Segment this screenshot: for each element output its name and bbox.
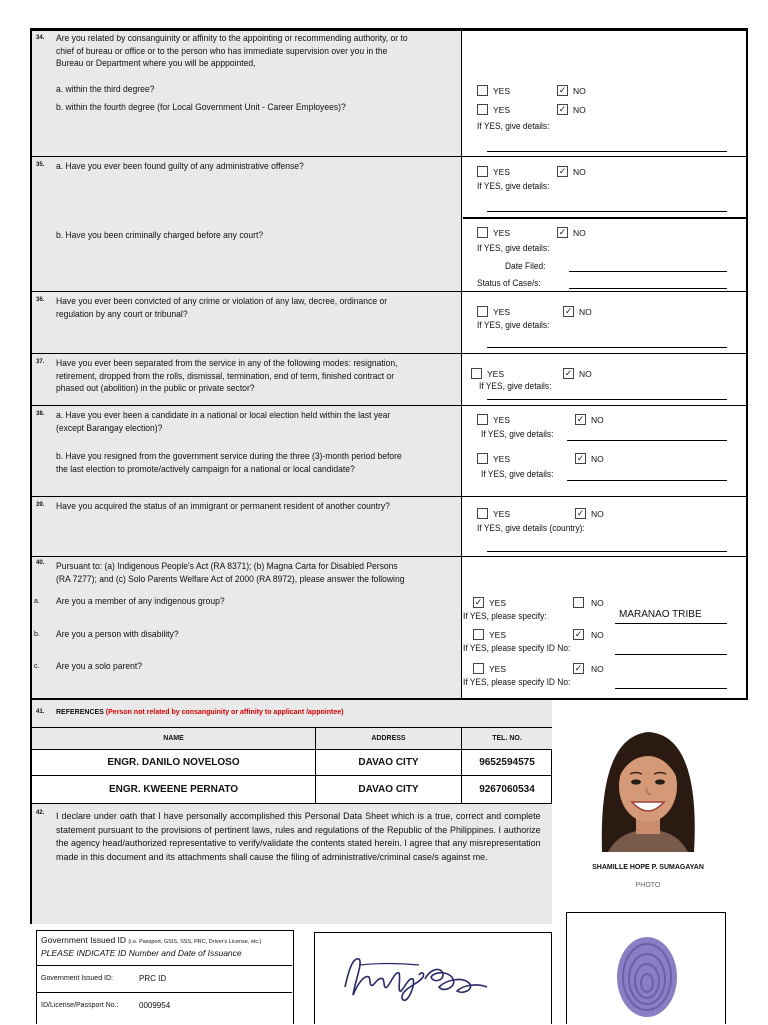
item-letter: a. [34,598,40,605]
yes-checkbox[interactable] [477,104,488,115]
reference-name[interactable]: ENGR. KWEENE PERNATO [32,776,316,803]
signature-box [314,932,552,1024]
references-note: (Person not related by consanguinity or affinity to applicant /appointee) [105,709,344,716]
question-40b-text: Are you a person with disability? [56,629,179,639]
question-number: 38. [36,411,45,417]
specify-label: If YES, please specify: [463,611,547,621]
question-number: 39. [36,502,45,508]
no-checkbox[interactable]: ✓ [574,629,583,639]
yes-checkbox[interactable] [477,453,488,464]
question-36-row [32,292,746,354]
yes-checkbox[interactable] [471,368,482,379]
no-checkbox[interactable]: ✓ [576,508,585,518]
no-label: NO [573,86,586,96]
question-number: 34. [36,35,45,41]
declaration-text: I declare under oath that I have personally accomplished this Personal Data Sheet which is a true, correct and complete statement pursuant to the provisions of pertinent laws, rules and regulations of the Republic of the Philippines. I authorize the agency head/authorized representative to verify/validate the contents stated herein. I agree that any misrepresentation made in this document and its attachments shall cause the filing of administrative/criminal case/s against me. [56,811,541,862]
yes-checkbox[interactable]: ✓ [474,597,483,607]
question-38-row [32,406,746,497]
no-label: NO [573,105,586,115]
reference-address[interactable]: DAVAO CITY [316,750,462,775]
column-header-name: NAME [32,728,316,749]
yes-checkbox[interactable] [477,227,488,238]
no-checkbox[interactable]: ✓ [576,453,585,463]
references-header [32,700,552,728]
questions-form [30,31,748,700]
no-checkbox[interactable]: ✓ [558,85,567,95]
government-id-label: Government Issued ID: [41,975,113,982]
references-title [56,709,343,716]
government-id-instruction: PLEASE INDICATE ID Number and Date of Issuance [41,948,242,958]
no-checkbox[interactable]: ✓ [558,104,567,114]
question-34-text: Are you related by consanguinity or affinity to the appointing or recommending authority, or to chief of bureau or office or to the person who has immediate supervision over you in the Bureau or Department where you will be apppointed, [56,33,408,69]
yes-checkbox[interactable] [473,629,484,640]
question-38b-text: b. Have you resigned from the government service during the three (3)-month period before the last election to promote/actively campaign for a national or local candidate? [56,451,402,474]
question-number: 37. [36,359,45,365]
yes-label: YES [489,598,507,608]
date-filed-line[interactable] [569,271,727,272]
details-label: If YES, give details: [479,381,552,391]
column-header-address: ADDRESS [316,728,462,749]
yes-label: YES [493,307,511,317]
yes-label: YES [493,454,511,464]
table-header-row [32,728,552,750]
applicant-photo [578,722,718,852]
question-number: 42. [36,810,45,816]
status-line[interactable] [569,288,727,289]
details-line[interactable] [567,440,727,441]
answer-36-cell [463,292,746,353]
question-35-cell [32,157,462,291]
reference-address[interactable]: DAVAO CITY [316,776,462,803]
question-35b-text: b. Have you been criminally charged before any court? [56,230,264,240]
no-label: NO [591,630,604,640]
no-checkbox[interactable]: ✓ [564,306,573,316]
no-checkbox[interactable]: ✓ [558,166,567,176]
no-label: NO [591,454,604,464]
details-label: If YES, give details: [481,469,554,479]
question-34-row [32,31,746,157]
details-label: If YES, give details: [477,121,550,131]
details-line[interactable] [567,480,727,481]
question-40-text: Pursuant to: (a) Indigenous People's Act (RA 8371); (b) Magna Carta for Disabled Persons (RA 7277); and (c) Solo Parents Welfare Act of 2000 (RA 8972), please answer the following [56,561,405,584]
no-label: NO [591,509,604,519]
yes-checkbox[interactable] [473,663,484,674]
specify-label: If YES, please specify ID No: [463,677,571,687]
specify-line[interactable] [615,654,727,655]
question-39-cell [32,497,462,556]
details-label: If YES, give details (country): [477,523,585,533]
no-checkbox[interactable]: ✓ [574,663,583,673]
no-label: NO [579,307,592,317]
yes-checkbox[interactable] [477,306,488,317]
indigenous-group-value: MARANAO TRIBE [619,609,702,620]
government-id-value[interactable]: PRC ID [139,974,167,983]
question-34b-text: b. within the fourth degree (for Local Government Unit - Career Employees)? [56,102,346,112]
status-label: Status of Case/s: [477,278,541,288]
answer-40-cell [463,557,746,698]
no-label: NO [573,228,586,238]
question-38-cell [32,406,462,496]
yes-checkbox[interactable] [477,85,488,96]
reference-tel[interactable]: 9267060534 [479,784,535,795]
yes-label: YES [493,415,511,425]
question-number: 41. [36,709,45,715]
signature-image [339,947,499,1007]
yes-checkbox[interactable] [477,414,488,425]
license-row [37,993,292,1025]
details-line[interactable] [487,151,727,152]
photo-caption: PHOTO [635,882,661,889]
no-label: NO [591,664,604,674]
no-checkbox[interactable]: ✓ [564,368,573,378]
yes-label: YES [489,630,507,640]
yes-label: YES [493,105,511,115]
yes-checkbox[interactable] [477,166,488,177]
question-35a-text: a. Have you ever been found guilty of any administrative offense? [56,161,304,171]
thumbprint-image [611,927,683,1023]
license-label: ID/License/Passport No.: [41,1002,119,1009]
item-letter: b. [34,631,40,638]
answer-37-cell [463,354,746,405]
no-checkbox[interactable] [573,597,584,608]
answer-34-cell [463,31,746,156]
question-35-row [32,157,746,292]
answer-39-cell [463,497,746,556]
yes-label: YES [489,664,507,674]
question-40-cell [32,557,462,698]
details-line[interactable] [487,551,727,552]
question-34-cell [32,31,462,156]
question-36-cell [32,292,462,353]
government-id-note: (i.e. Passport, GSIS, SSS, PRC, Driver's License, etc.) [128,939,262,945]
item-letter: c. [34,663,40,670]
references-title-text: REFERENCES [56,709,104,716]
question-37-row [32,354,746,406]
question-number: 40. [36,560,45,566]
details-line[interactable] [487,211,727,212]
yes-label: YES [493,86,511,96]
government-id-box [36,930,294,1024]
yes-label: YES [493,509,511,519]
thumbmark-box [566,912,726,1024]
specify-line[interactable] [615,623,727,624]
references-section [30,700,552,924]
details-label: If YES, give details: [477,243,550,253]
details-line[interactable] [487,399,727,400]
question-number: 35. [36,162,45,168]
photo-owner-name: SHAMILLE HOPE P. SUMAGAYAN [592,864,704,871]
yes-checkbox[interactable] [477,508,488,519]
question-39-text: Have you acquired the status of an immigrant or permanent resident of another country? [56,501,390,511]
specify-label: If YES, please specify ID No: [463,643,571,653]
no-label: NO [579,369,592,379]
no-label: NO [591,415,604,425]
reference-name[interactable]: ENGR. DANILO NOVELOSO [32,750,316,775]
details-label: If YES, give details: [477,320,550,330]
answer-35-cell [463,157,746,291]
question-36-text: Have you ever been convicted of any crime or violation of any law, decree, ordinance or regulation by any court or tribunal? [56,296,388,319]
reference-tel[interactable]: 9652594575 [479,757,535,768]
yes-label: YES [493,228,511,238]
details-label: If YES, give details: [477,181,550,191]
separator [463,217,746,219]
specify-line[interactable] [615,688,727,689]
no-label: NO [573,167,586,177]
question-40-row [32,557,746,700]
no-checkbox[interactable]: ✓ [576,414,585,424]
question-40a-text: Are you a member of any indigenous group? [56,596,225,606]
license-value[interactable]: 0009954 [139,1001,171,1010]
question-number: 36. [36,297,45,303]
government-id-row [37,965,292,993]
table-row [32,776,552,804]
yes-label: YES [487,369,505,379]
question-37-text: Have you ever been separated from the service in any of the following modes: resignation, retirement, dropped from the rolls, dismissal, termination, end of term, finished contract or phased out (abolition) in the public or private sector? [56,358,398,394]
no-checkbox[interactable]: ✓ [558,227,567,237]
question-40c-text: Are you a solo parent? [56,661,142,671]
answer-38-cell [463,406,746,496]
date-filed-label: Date Filed: [505,261,546,271]
details-line[interactable] [487,347,727,348]
question-37-cell [32,354,462,405]
question-34a-text: a. within the third degree? [56,84,155,94]
no-label: NO [591,598,604,608]
government-id-header [41,935,262,959]
yes-label: YES [493,167,511,177]
government-id-title: Government Issued ID [41,935,127,945]
table-row [32,750,552,776]
declaration-section [32,804,552,924]
column-header-tel: TEL. NO. [462,728,552,749]
question-39-row [32,497,746,557]
question-38a-text: a. Have you ever been a candidate in a national or local election held within the last year (except Barangay election)? [56,410,391,433]
details-label: If YES, give details: [481,429,554,439]
